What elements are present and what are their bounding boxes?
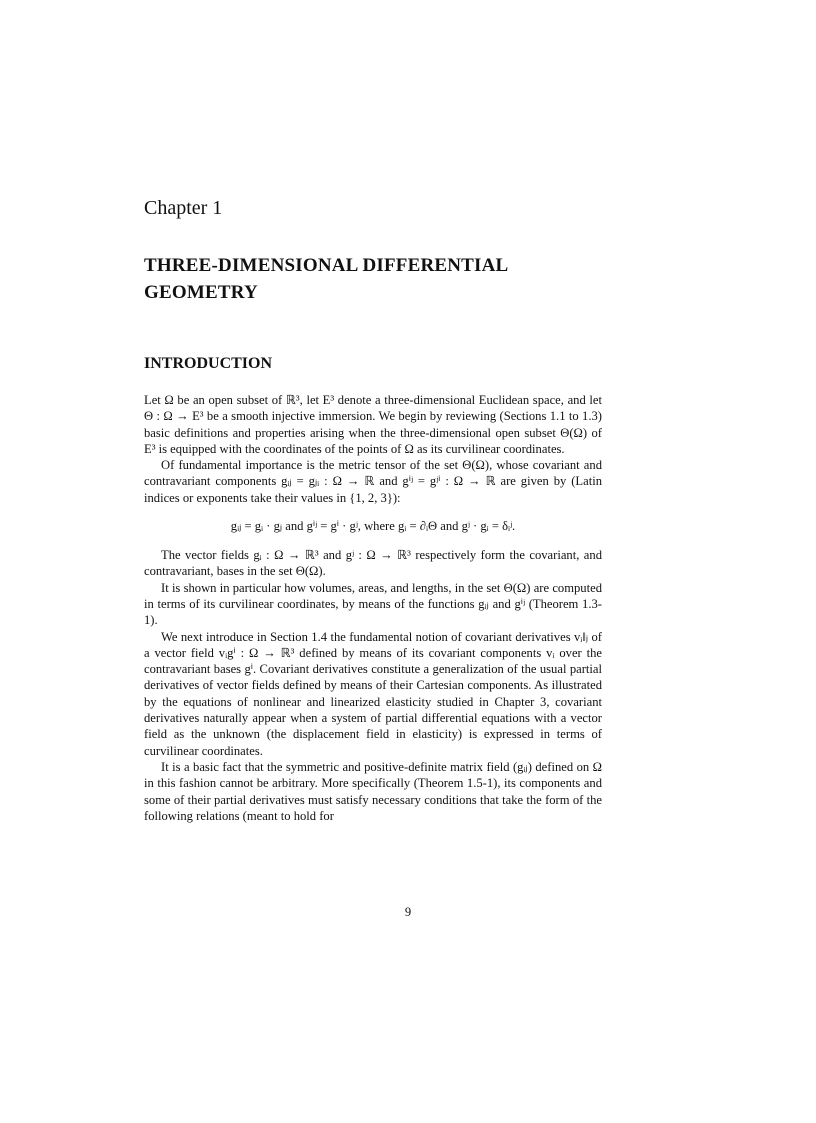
display-equation: gᵢⱼ = gᵢ · gⱼ and gⁱʲ = gⁱ · gʲ, where gᵢ = ∂ᵢΘ and gʲ · gᵢ = δᵢʲ. xyxy=(230,519,516,534)
paragraph: Let Ω be an open subset of ℝ³, let E³ denote a three-dimensional Euclidean space, and let Θ : Ω → E³ be a smooth injective immersion. We begin by reviewing (Sections 1.1 to 1.3) basic definitions and properties arising when the three-dimensional open subset Θ(Ω) of E³ is equipped with the coordinates of the points of Ω as its curvilinear coordinates. xyxy=(144,393,602,456)
paragraph: We next introduce in Section 1.4 the fundamental notion of covariant derivatives vᵢ‖ⱼ of a vector field vᵢgⁱ : Ω → ℝ³ defined by means of its covariant components vᵢ over the contravariant bases gⁱ. Covariant derivatives constitute a generalization of the usual partial derivatives of vector fields defined by means of their Cartesian components. As illustrated by the equations of nonlinear and linearized elasticity studied in Chapter 3, covariant derivatives naturally appear when a system of partial differential equations with a vector field as the unknown (the displacement field in elasticity) is expressed in terms of curvilinear coordinates. xyxy=(144,629,602,758)
page-number: 9 xyxy=(404,905,412,919)
paragraph: It is a basic fact that the symmetric and positive-definite matrix field (gᵢⱼ) defined on Ω in this fashion cannot be arbitrary. More specifically (Theorem 1.5-1), its components and some of their partial derivatives must satisfy necessary conditions that take the form of the following relations (meant to hold for xyxy=(144,759,602,823)
paragraph: Of fundamental importance is the metric tensor of the set Θ(Ω), whose covariant and contravariant components gᵢⱼ = gⱼᵢ : Ω → ℝ and gⁱʲ = gʲⁱ : Ω → ℝ are given by (Latin indices or exponents take their values in {1, 2, 3}): xyxy=(144,458,602,505)
chapter-label: Chapter 1 xyxy=(144,197,223,219)
body-text xyxy=(144,392,602,824)
section-heading: INTRODUCTION xyxy=(144,355,273,372)
chapter-title: THREE-DIMENSIONAL DIFFERENTIAL GEOMETRY xyxy=(144,255,508,303)
paragraph: The vector fields gᵢ : Ω → ℝ³ and gʲ : Ω → ℝ³ respectively form the covariant, and contravariant, bases in the set Θ(Ω). xyxy=(144,548,602,579)
paragraph: It is shown in particular how volumes, areas, and lengths, in the set Θ(Ω) are computed in terms of its curvilinear coordinates, by means of the functions gᵢⱼ and gⁱʲ (Theorem 1.3-1). xyxy=(144,580,602,628)
